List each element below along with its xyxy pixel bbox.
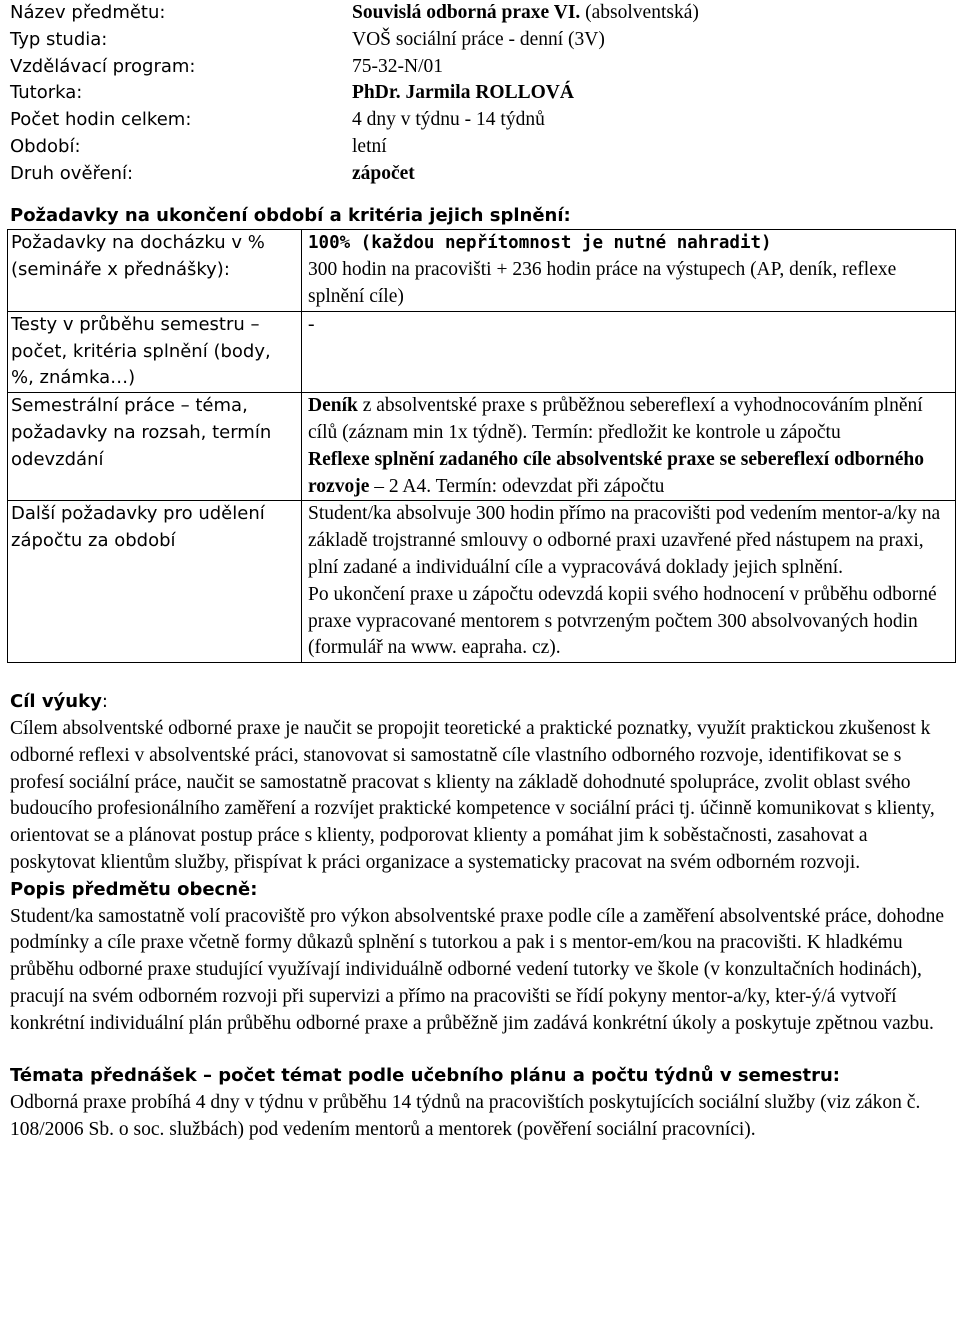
meta-key: Období: — [10, 135, 81, 157]
meta-row-period — [10, 134, 950, 161]
requirements-heading: Požadavky na ukončení období a kritéria jejich splnění: — [10, 204, 571, 226]
meta-value: zápočet — [352, 162, 415, 184]
goal-heading-colon: : — [101, 691, 108, 713]
meta-key: Vzdělávací program: — [10, 55, 196, 77]
meta-value: PhDr. Jarmila ROLLOVÁ — [352, 82, 574, 104]
attendance-line2: 300 hodin na pracovišti + 236 hodin práce na výstupech (AP, deník, reflexe splnění cíle) — [308, 259, 897, 307]
other-requirements-key: Další požadavky pro udělení zápočtu za období — [8, 501, 302, 663]
table-row — [8, 501, 956, 663]
meta-row-course-name — [10, 0, 950, 27]
other-requirements-value — [302, 501, 956, 663]
other-para2: Po ukončení praxe u zápočtu odevzdá kopii svého hodnocení v průběhu odborné praxe vypracované mentorem s potvrzeným počtem 300 absolvovaných hodin (formulář na www. eapraha. cz). — [308, 583, 937, 659]
meta-value: 4 dny v týdnu - 14 týdnů — [352, 109, 545, 131]
diary-text: z absolventské praxe s průběžnou sebereflexí a vyhodnocováním plnění cílů (záznam min 1x týdně). Termín: předložit ke kontrole u zápočtu — [308, 395, 923, 443]
meta-row-program — [10, 54, 950, 81]
requirements-table — [7, 229, 956, 663]
course-name-suffix: (absolventská) — [580, 2, 699, 23]
course-name: Souvislá odborná praxe VI. — [352, 2, 581, 23]
goal-heading — [10, 689, 950, 716]
attendance-key: Požadavky na docházku v % (semináře x přednášky): — [8, 230, 302, 311]
diary-paragraph — [308, 393, 953, 447]
topics-heading: Témata přednášek – počet témat podle učebního plánu a počtu týdnů v semestru: — [10, 1065, 840, 1087]
tests-key: Testy v průběhu semestru – počet, kritéria splnění (body, %, známka…) — [8, 311, 302, 392]
table-row — [8, 311, 956, 392]
meta-value: 75-32-N/01 — [352, 55, 443, 77]
seminar-work-key: Semestrální práce – téma, požadavky na rozsah, termín odevzdání — [8, 393, 302, 501]
tests-value: - — [302, 311, 956, 392]
seminar-work-value — [302, 393, 956, 501]
goal-heading-label: Cíl výuky — [10, 691, 102, 713]
diary-label: Deník — [308, 395, 358, 417]
meta-key: Typ studia: — [10, 28, 108, 50]
meta-key: Název předmětu: — [10, 2, 166, 23]
meta-row-hours — [10, 107, 950, 134]
description-heading: Popis předmětu obecně: — [10, 878, 258, 900]
reflection-label: Reflexe splnění zadaného cíle absolventské praxe se sebereflexí odborného rozvoje — [308, 448, 925, 497]
meta-key: Tutorka: — [10, 82, 83, 104]
meta-value — [352, 0, 699, 27]
meta-row-verification — [10, 161, 950, 188]
other-para1: Student/ka absolvuje 300 hodin přímo na pracovišti pod vedením mentor-a/ky na základě trojstranné smlouvy o odborné praxi uzavřené před nástupem na praxi, plní zadané a individuální cíle a vypracovává doklady jejich splnění. — [308, 503, 941, 578]
meta-value: letní — [352, 135, 387, 157]
meta-key: Počet hodin celkem: — [10, 109, 192, 131]
meta-value: VOŠ sociální práce - denní (3V) — [352, 28, 605, 50]
table-row — [8, 393, 956, 501]
description-text: Student/ka samostatně volí pracoviště pro výkon absolventské praxe podle cíle a zaměření absolventské práce, dohodne podmínky a cíle praxe včetně formy důkazů splnění s tutorkou a pak i s mentor-em/kou na pracovišti. K hladkému průběhu odborné praxe studující využívají individuálně odborné vedení tutorky ve škole (v konzultačních hodinách), pracují na svém odborném rozvoji při supervizi a přímo na pracovišti se řídí pokyny mentor-a/ky, kter-ý/á vytvoří konkrétní individuální plán průběhu odborné praxe a průběžně jim zadává konkrétní úkoly a poskytuje zpětnou vazbu. — [10, 905, 945, 1034]
meta-key: Druh ověření: — [10, 162, 134, 184]
attendance-value — [302, 230, 956, 311]
meta-row-study-type — [10, 27, 950, 54]
attendance-line1: 100% (každou nepřítomnost je nutné nahradit) — [308, 233, 772, 254]
topics-text: Odborná praxe probíhá 4 dny v týdnu v průběhu 14 týdnů na pracovištích poskytujících sociální služby (viz zákon č. 108/2006 Sb. o soc. službách) pod vedením mentorů a mentorek (pověření sociální pracovníci). — [10, 1092, 921, 1141]
reflection-text: – 2 A4. Termín: odevzdat při zápočtu — [369, 475, 665, 497]
meta-row-tutor — [10, 80, 950, 107]
goal-text: Cílem absolventské odborné praxe je naučit se propojit teoretické a praktické poznatky, využít praktickou zkušenost k odborné reflexi v absolventské práci, stanovovat si samostatně cíle vlastního odborného rozvoje, identifikovat se s profesí sociální práce, naučit se samostatně pracovat s klienty na základě dohodnuté spolupráce, zvolit oblast svého budoucího profesionálního zaměření a rozvíjet praktické kompetence v sociální práci tj. účinně komunikovat s klienty, orientovat se a plánovat postup práce s klienty, podporovat klienty a pomáhat jim k soběstačnosti, zasahovat a poskytovat klientům služby, přispívat k práci organizace a systematicky pracovat na svém odborném rozvoji. — [10, 717, 935, 873]
table-row — [8, 230, 956, 311]
course-metadata — [10, 0, 950, 188]
reflection-paragraph — [308, 447, 953, 501]
document-page — [10, 0, 950, 1144]
